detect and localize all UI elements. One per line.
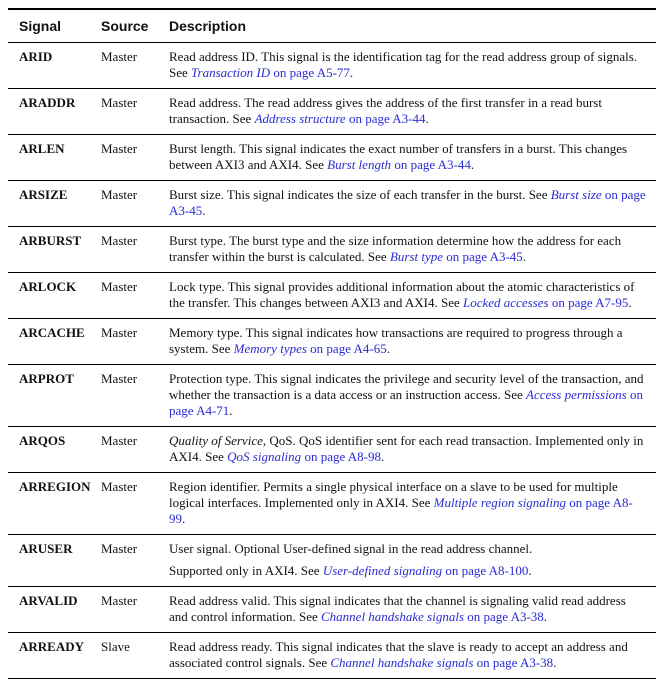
- description-text: Region identifier. Permits a single physical interface on a slave to be used for multiple logical interfaces. Implemented only in AXI4. See: [169, 479, 618, 510]
- signal-description: [165, 279, 647, 311]
- table-row: [8, 365, 656, 427]
- header-signal: Signal: [19, 18, 62, 34]
- signal-name: ARSIZE: [19, 187, 68, 202]
- signal-name: ARUSER: [19, 541, 73, 556]
- description-emphasis: Quality of Service: [169, 433, 263, 448]
- table-row: [8, 135, 656, 181]
- cross-reference-link[interactable]: Memory types: [233, 341, 307, 356]
- signal-name: ARBURST: [19, 233, 82, 248]
- cross-reference-link[interactable]: User-defined signaling: [322, 563, 443, 578]
- signal-table: [8, 8, 656, 679]
- signal-source: Master: [101, 325, 138, 340]
- description-end: .: [522, 249, 527, 264]
- signal-description: [165, 593, 647, 625]
- header-description: Description: [169, 18, 247, 34]
- cross-reference-link[interactable]: Access permissions: [526, 387, 627, 402]
- table-row: [8, 89, 656, 135]
- cross-reference-link[interactable]: Transaction ID: [191, 65, 271, 80]
- cross-reference-link[interactable]: Burst length: [327, 157, 392, 172]
- table-row: [8, 587, 656, 633]
- description-paragraph: [169, 279, 647, 311]
- page-reference-link[interactable]: on page A7-95: [548, 295, 629, 310]
- description-text: Supported only in AXI4. See: [169, 563, 323, 578]
- table-row: [8, 427, 656, 473]
- page-reference-link[interactable]: on page A3-44: [391, 157, 471, 172]
- description-end: .: [182, 511, 186, 526]
- description-text: Read address ready. This signal indicates that the slave is ready to accept an address and associated control signals. See: [169, 639, 628, 670]
- description-end: .: [349, 65, 354, 80]
- description-text: Read address. The read address gives the address of the first transfer in a read burst transaction. See: [169, 95, 602, 126]
- description-end: .: [425, 111, 429, 126]
- description-text: , QoS. QoS identifier sent for each read transaction. Implemented only in AXI4. See: [169, 433, 644, 464]
- page-reference-link[interactable]: on page A3-38: [464, 609, 544, 624]
- signal-name: ARREADY: [19, 639, 84, 654]
- signal-source: Master: [101, 371, 138, 386]
- description-end: .: [470, 157, 475, 172]
- signal-source: Master: [101, 49, 138, 64]
- signal-source: Master: [101, 141, 138, 156]
- page-reference-link[interactable]: on page A4-65: [306, 341, 387, 356]
- page-reference-link[interactable]: on page A3-45: [169, 187, 646, 218]
- signal-description: [165, 479, 647, 527]
- signal-description: [165, 95, 647, 127]
- signal-name: ARLOCK: [19, 279, 77, 294]
- table-row: [8, 227, 656, 273]
- signal-source: Master: [101, 479, 138, 494]
- signal-source: Master: [101, 233, 138, 248]
- signal-description: [165, 639, 647, 671]
- description-text: Burst type. The burst type and the size information determine how the address for each transfer within the burst is calculated. See: [169, 233, 622, 264]
- signal-name: ARVALID: [19, 593, 78, 608]
- table-row: [8, 273, 656, 319]
- description-paragraph: [169, 479, 647, 527]
- description-paragraph: [169, 541, 647, 557]
- description-text: Memory type. This signal indicates how transactions are required to progress through a system. See: [169, 325, 623, 356]
- signal-description: [165, 325, 647, 357]
- cross-reference-link[interactable]: Burst size: [550, 187, 602, 202]
- description-end: .: [628, 295, 632, 310]
- signal-source: Master: [101, 279, 138, 294]
- page-reference-link[interactable]: on page A8-100: [442, 563, 529, 578]
- description-end: .: [380, 449, 385, 464]
- signal-description: [165, 187, 647, 219]
- signal-name: ARLEN: [19, 141, 65, 156]
- page-reference-link[interactable]: on page A3-38: [473, 655, 554, 670]
- signal-description: [165, 233, 647, 265]
- description-end: .: [543, 609, 548, 624]
- signal-name: ARQOS: [19, 433, 66, 448]
- cross-reference-link[interactable]: Locked accesses: [463, 295, 549, 310]
- cross-reference-link[interactable]: Burst type: [389, 249, 444, 264]
- description-text: Burst length. This signal indicates the exact number of transfers in a burst. This changes between AXI3 and AXI4. See: [169, 141, 628, 172]
- cross-reference-link[interactable]: Address structure: [254, 111, 346, 126]
- description-text: User signal. Optional User-defined signal in the read address channel.: [169, 541, 533, 556]
- table-row: [8, 633, 656, 679]
- signal-name: ARID: [19, 49, 53, 64]
- description-end: .: [553, 655, 557, 670]
- cross-reference-link[interactable]: QoS signaling: [227, 449, 302, 464]
- description-paragraph: [169, 95, 647, 127]
- description-paragraph: [169, 187, 647, 219]
- cross-reference-link[interactable]: Multiple region signaling: [433, 495, 567, 510]
- table-header: [8, 10, 656, 43]
- signal-source: Master: [101, 187, 138, 202]
- signal-name: ARADDR: [19, 95, 76, 110]
- description-paragraph: [169, 141, 647, 173]
- description-paragraph: [169, 639, 647, 671]
- signal-description: [165, 433, 647, 465]
- description-paragraph: [169, 49, 647, 81]
- signal-description: [165, 49, 647, 81]
- signal-name: ARPROT: [19, 371, 74, 386]
- table-row: [8, 43, 656, 89]
- page-reference-link[interactable]: on page A8-99: [169, 495, 633, 526]
- signal-source: Master: [101, 95, 138, 110]
- signal-source: Master: [101, 433, 138, 448]
- signal-name: ARREGION: [19, 479, 91, 494]
- cross-reference-link[interactable]: Channel handshake signals: [321, 609, 464, 624]
- header-source: Source: [101, 18, 149, 34]
- page-reference-link[interactable]: on page A3-45: [443, 249, 523, 264]
- signal-source: Master: [101, 541, 138, 556]
- signal-description: [165, 541, 647, 579]
- description-paragraph: [169, 593, 647, 625]
- table-body: [8, 43, 656, 679]
- description-text: Read address valid. This signal indicates that the channel is signaling valid read address and control information. See: [169, 593, 626, 624]
- description-text: Read address ID. This signal is the identification tag for the read address group of signals. See: [169, 49, 638, 80]
- description-paragraph: [169, 563, 647, 579]
- description-paragraph: [169, 371, 647, 419]
- description-paragraph: [169, 233, 647, 265]
- description-text: Protection type. This signal indicates the privilege and security level of the transaction, and whether the transaction is a data access or an instruction access. See: [169, 371, 644, 402]
- page-reference-link[interactable]: on page A8-98: [301, 449, 381, 464]
- page-reference-link[interactable]: on page A3-44: [345, 111, 426, 126]
- page-reference-link[interactable]: on page A4-71: [169, 387, 643, 418]
- description-end: .: [202, 203, 206, 218]
- description-paragraph: [169, 325, 647, 357]
- table-row: [8, 473, 656, 535]
- signal-name: ARCACHE: [19, 325, 85, 340]
- description-text: Lock type. This signal provides additional information about the atomic characteristics of the transfer. This changes between AXI3 and AXI4. See: [169, 279, 635, 310]
- description-end: .: [528, 563, 532, 578]
- description-paragraph: [169, 433, 647, 465]
- signal-source: Slave: [101, 639, 130, 654]
- description-end: .: [386, 341, 390, 356]
- signal-source: Master: [101, 593, 138, 608]
- signal-description: [165, 371, 647, 419]
- table-row: [8, 181, 656, 227]
- page-reference-link[interactable]: on page A5-77: [270, 65, 350, 80]
- table-row: [8, 535, 656, 587]
- cross-reference-link[interactable]: Channel handshake signals: [330, 655, 474, 670]
- signal-description: [165, 141, 647, 173]
- table-row: [8, 319, 656, 365]
- description-end: .: [229, 403, 233, 418]
- description-text: Burst size. This signal indicates the size of each transfer in the burst. See: [169, 187, 551, 202]
